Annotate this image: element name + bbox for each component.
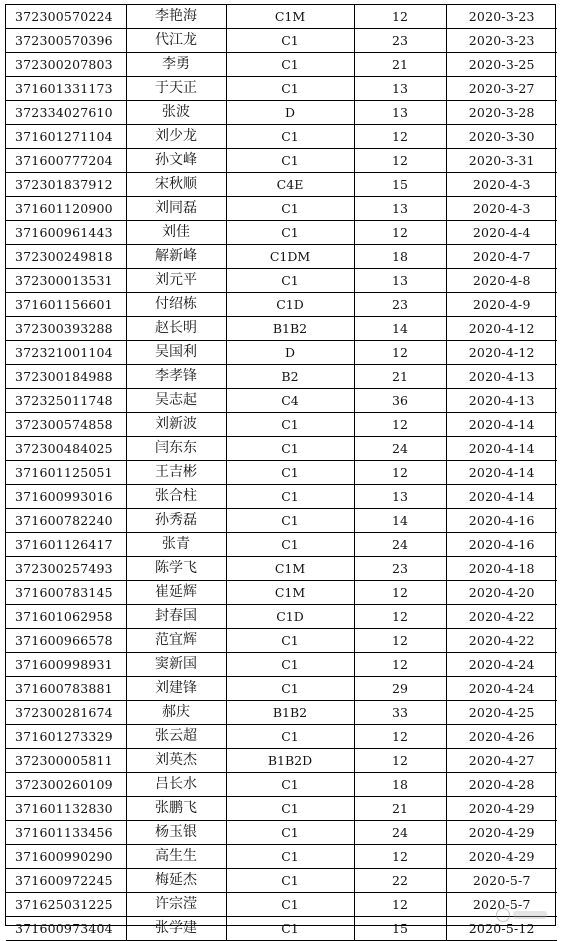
table-row bbox=[6, 173, 557, 197]
record-id-cell: 371601271104 bbox=[6, 125, 126, 149]
table-row bbox=[6, 245, 557, 269]
hours-count-cell: 15 bbox=[354, 917, 446, 941]
license-class-cell: C1D bbox=[226, 605, 354, 629]
hours-count-cell: 12 bbox=[354, 125, 446, 149]
record-id-cell: 371600777204 bbox=[6, 149, 126, 173]
hours-count-cell: 12 bbox=[354, 461, 446, 485]
license-class-cell: C1 bbox=[226, 533, 354, 557]
license-class-cell: C1 bbox=[226, 53, 354, 77]
person-name-cell: 许宗滢 bbox=[126, 893, 226, 917]
table-row bbox=[6, 869, 557, 893]
license-class-cell: B1B2D bbox=[226, 749, 354, 773]
record-id-cell: 371601132830 bbox=[6, 797, 126, 821]
record-id-cell: 371600961443 bbox=[6, 221, 126, 245]
license-class-cell: B2 bbox=[226, 365, 354, 389]
record-date-cell: 2020-4-3 bbox=[446, 173, 557, 197]
hours-count-cell: 13 bbox=[354, 197, 446, 221]
record-date-cell: 2020-4-20 bbox=[446, 581, 557, 605]
table-row bbox=[6, 605, 557, 629]
license-class-cell: D bbox=[226, 101, 354, 125]
table-row bbox=[6, 269, 557, 293]
record-date-cell: 2020-4-27 bbox=[446, 749, 557, 773]
hours-count-cell: 14 bbox=[354, 509, 446, 533]
person-name-cell: 刘新波 bbox=[126, 413, 226, 437]
table-row bbox=[6, 437, 557, 461]
record-id-cell: 371601062958 bbox=[6, 605, 126, 629]
table-row bbox=[6, 629, 557, 653]
license-class-cell: C1 bbox=[226, 77, 354, 101]
table-row bbox=[6, 797, 557, 821]
record-id-cell: 371601120900 bbox=[6, 197, 126, 221]
table-row bbox=[6, 341, 557, 365]
record-id-cell: 371600990290 bbox=[6, 845, 126, 869]
license-class-cell: C1 bbox=[226, 869, 354, 893]
person-name-cell: 张合柱 bbox=[126, 485, 226, 509]
table-row bbox=[6, 149, 557, 173]
license-class-cell: C1 bbox=[226, 269, 354, 293]
hours-count-cell: 12 bbox=[354, 629, 446, 653]
record-id-cell: 371601125051 bbox=[6, 461, 126, 485]
person-name-cell: 孙文峰 bbox=[126, 149, 226, 173]
hours-count-cell: 23 bbox=[354, 293, 446, 317]
license-class-cell: C1 bbox=[226, 509, 354, 533]
hours-count-cell: 23 bbox=[354, 557, 446, 581]
record-date-cell: 2020-4-12 bbox=[446, 317, 557, 341]
record-id-cell: 371600783881 bbox=[6, 677, 126, 701]
record-date-cell: 2020-4-14 bbox=[446, 413, 557, 437]
hours-count-cell: 13 bbox=[354, 101, 446, 125]
person-name-cell: 付绍栋 bbox=[126, 293, 226, 317]
person-name-cell: 范宜辉 bbox=[126, 629, 226, 653]
record-date-cell: 2020-5-7 bbox=[446, 893, 557, 917]
person-name-cell: 张青 bbox=[126, 533, 226, 557]
person-name-cell: 刘元平 bbox=[126, 269, 226, 293]
person-name-cell: 窦新国 bbox=[126, 653, 226, 677]
license-class-cell: C1D bbox=[226, 293, 354, 317]
person-name-cell: 宋秋顺 bbox=[126, 173, 226, 197]
record-date-cell: 2020-4-14 bbox=[446, 461, 557, 485]
license-class-cell: C1 bbox=[226, 653, 354, 677]
record-id-cell: 371601273329 bbox=[6, 725, 126, 749]
record-date-cell: 2020-4-14 bbox=[446, 485, 557, 509]
hours-count-cell: 13 bbox=[354, 77, 446, 101]
hours-count-cell: 12 bbox=[354, 845, 446, 869]
hours-count-cell: 24 bbox=[354, 821, 446, 845]
hours-count-cell: 12 bbox=[354, 749, 446, 773]
table-row bbox=[6, 461, 557, 485]
record-date-cell: 2020-4-3 bbox=[446, 197, 557, 221]
record-id-cell: 372300257493 bbox=[6, 557, 126, 581]
person-name-cell: 代江龙 bbox=[126, 29, 226, 53]
table-row bbox=[6, 101, 557, 125]
person-name-cell: 李勇 bbox=[126, 53, 226, 77]
hours-count-cell: 12 bbox=[354, 221, 446, 245]
record-id-cell: 372300184988 bbox=[6, 365, 126, 389]
license-class-cell: B1B2 bbox=[226, 317, 354, 341]
hours-count-cell: 12 bbox=[354, 149, 446, 173]
person-name-cell: 李孝锋 bbox=[126, 365, 226, 389]
record-date-cell: 2020-4-25 bbox=[446, 701, 557, 725]
record-date-cell: 2020-4-24 bbox=[446, 677, 557, 701]
record-id-cell: 372300013531 bbox=[6, 269, 126, 293]
record-date-cell: 2020-4-22 bbox=[446, 629, 557, 653]
person-name-cell: 郝庆 bbox=[126, 701, 226, 725]
table-row bbox=[6, 389, 557, 413]
table-row bbox=[6, 125, 557, 149]
record-date-cell: 2020-4-9 bbox=[446, 293, 557, 317]
person-name-cell: 解新峰 bbox=[126, 245, 226, 269]
license-class-cell: C1 bbox=[226, 437, 354, 461]
record-id-cell: 371600782240 bbox=[6, 509, 126, 533]
table-row bbox=[6, 413, 557, 437]
table-row bbox=[6, 677, 557, 701]
record-date-cell: 2020-4-18 bbox=[446, 557, 557, 581]
record-id-cell: 371600998931 bbox=[6, 653, 126, 677]
record-id-cell: 372300574858 bbox=[6, 413, 126, 437]
hours-count-cell: 12 bbox=[354, 5, 446, 29]
table-row bbox=[6, 893, 557, 917]
license-class-cell: C1 bbox=[226, 221, 354, 245]
record-date-cell: 2020-4-14 bbox=[446, 437, 557, 461]
hours-count-cell: 21 bbox=[354, 797, 446, 821]
person-name-cell: 刘少龙 bbox=[126, 125, 226, 149]
hours-count-cell: 23 bbox=[354, 29, 446, 53]
license-class-cell: C1M bbox=[226, 5, 354, 29]
table-row bbox=[6, 581, 557, 605]
record-date-cell: 2020-4-29 bbox=[446, 821, 557, 845]
hours-count-cell: 24 bbox=[354, 533, 446, 557]
record-id-cell: 371600973404 bbox=[6, 917, 126, 941]
hours-count-cell: 13 bbox=[354, 269, 446, 293]
hours-count-cell: 33 bbox=[354, 701, 446, 725]
person-name-cell: 刘佳 bbox=[126, 221, 226, 245]
watermark-text bbox=[513, 911, 547, 919]
license-class-cell: C1 bbox=[226, 149, 354, 173]
record-id-cell: 372300393288 bbox=[6, 317, 126, 341]
record-date-cell: 2020-4-28 bbox=[446, 773, 557, 797]
record-id-cell: 371600966578 bbox=[6, 629, 126, 653]
person-name-cell: 王吉彬 bbox=[126, 461, 226, 485]
hours-count-cell: 13 bbox=[354, 485, 446, 509]
record-date-cell: 2020-4-12 bbox=[446, 341, 557, 365]
person-name-cell: 孙秀磊 bbox=[126, 509, 226, 533]
license-class-cell: C1 bbox=[226, 893, 354, 917]
record-id-cell: 372321001104 bbox=[6, 341, 126, 365]
person-name-cell: 杨玉银 bbox=[126, 821, 226, 845]
hours-count-cell: 12 bbox=[354, 341, 446, 365]
license-class-cell: C1 bbox=[226, 125, 354, 149]
person-name-cell: 梅延杰 bbox=[126, 869, 226, 893]
table-row bbox=[6, 485, 557, 509]
hours-count-cell: 36 bbox=[354, 389, 446, 413]
hours-count-cell: 18 bbox=[354, 773, 446, 797]
person-name-cell: 于天正 bbox=[126, 77, 226, 101]
license-class-cell: C1 bbox=[226, 845, 354, 869]
record-id-cell: 371600783145 bbox=[6, 581, 126, 605]
table-row bbox=[6, 317, 557, 341]
hours-count-cell: 12 bbox=[354, 605, 446, 629]
license-class-cell: C4E bbox=[226, 173, 354, 197]
record-date-cell: 2020-3-28 bbox=[446, 101, 557, 125]
table-row bbox=[6, 197, 557, 221]
hours-count-cell: 12 bbox=[354, 725, 446, 749]
hours-count-cell: 12 bbox=[354, 413, 446, 437]
record-id-cell: 371625031225 bbox=[6, 893, 126, 917]
record-id-cell: 371601133456 bbox=[6, 821, 126, 845]
hours-count-cell: 22 bbox=[354, 869, 446, 893]
person-name-cell: 张鹏飞 bbox=[126, 797, 226, 821]
license-class-cell: C1 bbox=[226, 461, 354, 485]
hours-count-cell: 21 bbox=[354, 53, 446, 77]
person-name-cell: 吴国利 bbox=[126, 341, 226, 365]
table-row bbox=[6, 509, 557, 533]
table-row bbox=[6, 749, 557, 773]
table-row bbox=[6, 821, 557, 845]
record-date-cell: 2020-3-23 bbox=[446, 5, 557, 29]
person-name-cell: 张学建 bbox=[126, 917, 226, 941]
person-name-cell: 刘同磊 bbox=[126, 197, 226, 221]
record-date-cell: 2020-4-4 bbox=[446, 221, 557, 245]
record-id-cell: 371601156601 bbox=[6, 293, 126, 317]
record-id-cell: 372300005811 bbox=[6, 749, 126, 773]
table-row bbox=[6, 725, 557, 749]
hours-count-cell: 24 bbox=[354, 437, 446, 461]
watermark bbox=[496, 908, 547, 922]
table-row bbox=[6, 53, 557, 77]
record-id-cell: 372325011748 bbox=[6, 389, 126, 413]
person-name-cell: 李艳海 bbox=[126, 5, 226, 29]
record-date-cell: 2020-4-26 bbox=[446, 725, 557, 749]
table-row bbox=[6, 365, 557, 389]
table-row bbox=[6, 221, 557, 245]
record-date-cell: 2020-4-13 bbox=[446, 365, 557, 389]
hours-count-cell: 14 bbox=[354, 317, 446, 341]
record-id-cell: 372300260109 bbox=[6, 773, 126, 797]
record-id-cell: 371600993016 bbox=[6, 485, 126, 509]
hours-count-cell: 18 bbox=[354, 245, 446, 269]
record-date-cell: 2020-4-7 bbox=[446, 245, 557, 269]
record-id-cell: 372301837912 bbox=[6, 173, 126, 197]
hours-count-cell: 12 bbox=[354, 893, 446, 917]
record-id-cell: 372300570396 bbox=[6, 29, 126, 53]
record-date-cell: 2020-3-23 bbox=[446, 29, 557, 53]
table-row bbox=[6, 845, 557, 869]
license-class-cell: C1DM bbox=[226, 245, 354, 269]
person-name-cell: 吴志起 bbox=[126, 389, 226, 413]
table-row bbox=[6, 653, 557, 677]
license-class-cell: C1 bbox=[226, 821, 354, 845]
record-date-cell: 2020-3-31 bbox=[446, 149, 557, 173]
license-class-cell: C1 bbox=[226, 725, 354, 749]
record-date-cell: 2020-4-16 bbox=[446, 533, 557, 557]
records-table bbox=[6, 5, 557, 941]
record-id-cell: 372300281674 bbox=[6, 701, 126, 725]
license-class-cell: C1 bbox=[226, 677, 354, 701]
person-name-cell: 赵长明 bbox=[126, 317, 226, 341]
record-id-cell: 371600972245 bbox=[6, 869, 126, 893]
record-date-cell: 2020-4-13 bbox=[446, 389, 557, 413]
record-date-cell: 2020-3-30 bbox=[446, 125, 557, 149]
license-class-cell: D bbox=[226, 341, 354, 365]
license-class-cell: C1 bbox=[226, 629, 354, 653]
record-id-cell: 372300570224 bbox=[6, 5, 126, 29]
table-row bbox=[6, 5, 557, 29]
person-name-cell: 高生生 bbox=[126, 845, 226, 869]
record-date-cell: 2020-4-24 bbox=[446, 653, 557, 677]
record-date-cell: 2020-3-27 bbox=[446, 77, 557, 101]
license-class-cell: C1M bbox=[226, 557, 354, 581]
person-name-cell: 崔延辉 bbox=[126, 581, 226, 605]
table-row bbox=[6, 533, 557, 557]
record-id-cell: 372300249818 bbox=[6, 245, 126, 269]
hours-count-cell: 15 bbox=[354, 173, 446, 197]
record-id-cell: 371601331173 bbox=[6, 77, 126, 101]
license-class-cell: C1 bbox=[226, 413, 354, 437]
license-class-cell: C1 bbox=[226, 797, 354, 821]
license-class-cell: C1M bbox=[226, 581, 354, 605]
record-date-cell: 2020-4-29 bbox=[446, 845, 557, 869]
hours-count-cell: 29 bbox=[354, 677, 446, 701]
records-table-body bbox=[6, 5, 557, 941]
person-name-cell: 吕长水 bbox=[126, 773, 226, 797]
license-class-cell: C1 bbox=[226, 917, 354, 941]
record-date-cell: 2020-5-12 bbox=[446, 917, 557, 941]
record-date-cell: 2020-4-16 bbox=[446, 509, 557, 533]
person-name-cell: 封春国 bbox=[126, 605, 226, 629]
hours-count-cell: 12 bbox=[354, 581, 446, 605]
license-class-cell: C1 bbox=[226, 773, 354, 797]
person-name-cell: 张云超 bbox=[126, 725, 226, 749]
record-id-cell: 372300484025 bbox=[6, 437, 126, 461]
table-row bbox=[6, 773, 557, 797]
table-row bbox=[6, 77, 557, 101]
record-id-cell: 372300207803 bbox=[6, 53, 126, 77]
person-name-cell: 刘英杰 bbox=[126, 749, 226, 773]
license-class-cell: C1 bbox=[226, 485, 354, 509]
license-class-cell: B1B2 bbox=[226, 701, 354, 725]
record-date-cell: 2020-4-29 bbox=[446, 797, 557, 821]
person-name-cell: 闫东东 bbox=[126, 437, 226, 461]
weibo-icon bbox=[496, 908, 510, 922]
record-date-cell: 2020-4-22 bbox=[446, 605, 557, 629]
record-id-cell: 372334027610 bbox=[6, 101, 126, 125]
person-name-cell: 刘建锋 bbox=[126, 677, 226, 701]
license-class-cell: C4 bbox=[226, 389, 354, 413]
hours-count-cell: 21 bbox=[354, 365, 446, 389]
license-class-cell: C1 bbox=[226, 197, 354, 221]
record-date-cell: 2020-5-7 bbox=[446, 869, 557, 893]
table-row bbox=[6, 29, 557, 53]
table-row bbox=[6, 293, 557, 317]
record-date-cell: 2020-3-25 bbox=[446, 53, 557, 77]
records-sheet bbox=[5, 4, 556, 936]
table-row bbox=[6, 917, 557, 941]
table-row bbox=[6, 557, 557, 581]
license-class-cell: C1 bbox=[226, 29, 354, 53]
person-name-cell: 张波 bbox=[126, 101, 226, 125]
record-date-cell: 2020-4-8 bbox=[446, 269, 557, 293]
person-name-cell: 陈学飞 bbox=[126, 557, 226, 581]
record-id-cell: 371601126417 bbox=[6, 533, 126, 557]
hours-count-cell: 12 bbox=[354, 653, 446, 677]
table-row bbox=[6, 701, 557, 725]
